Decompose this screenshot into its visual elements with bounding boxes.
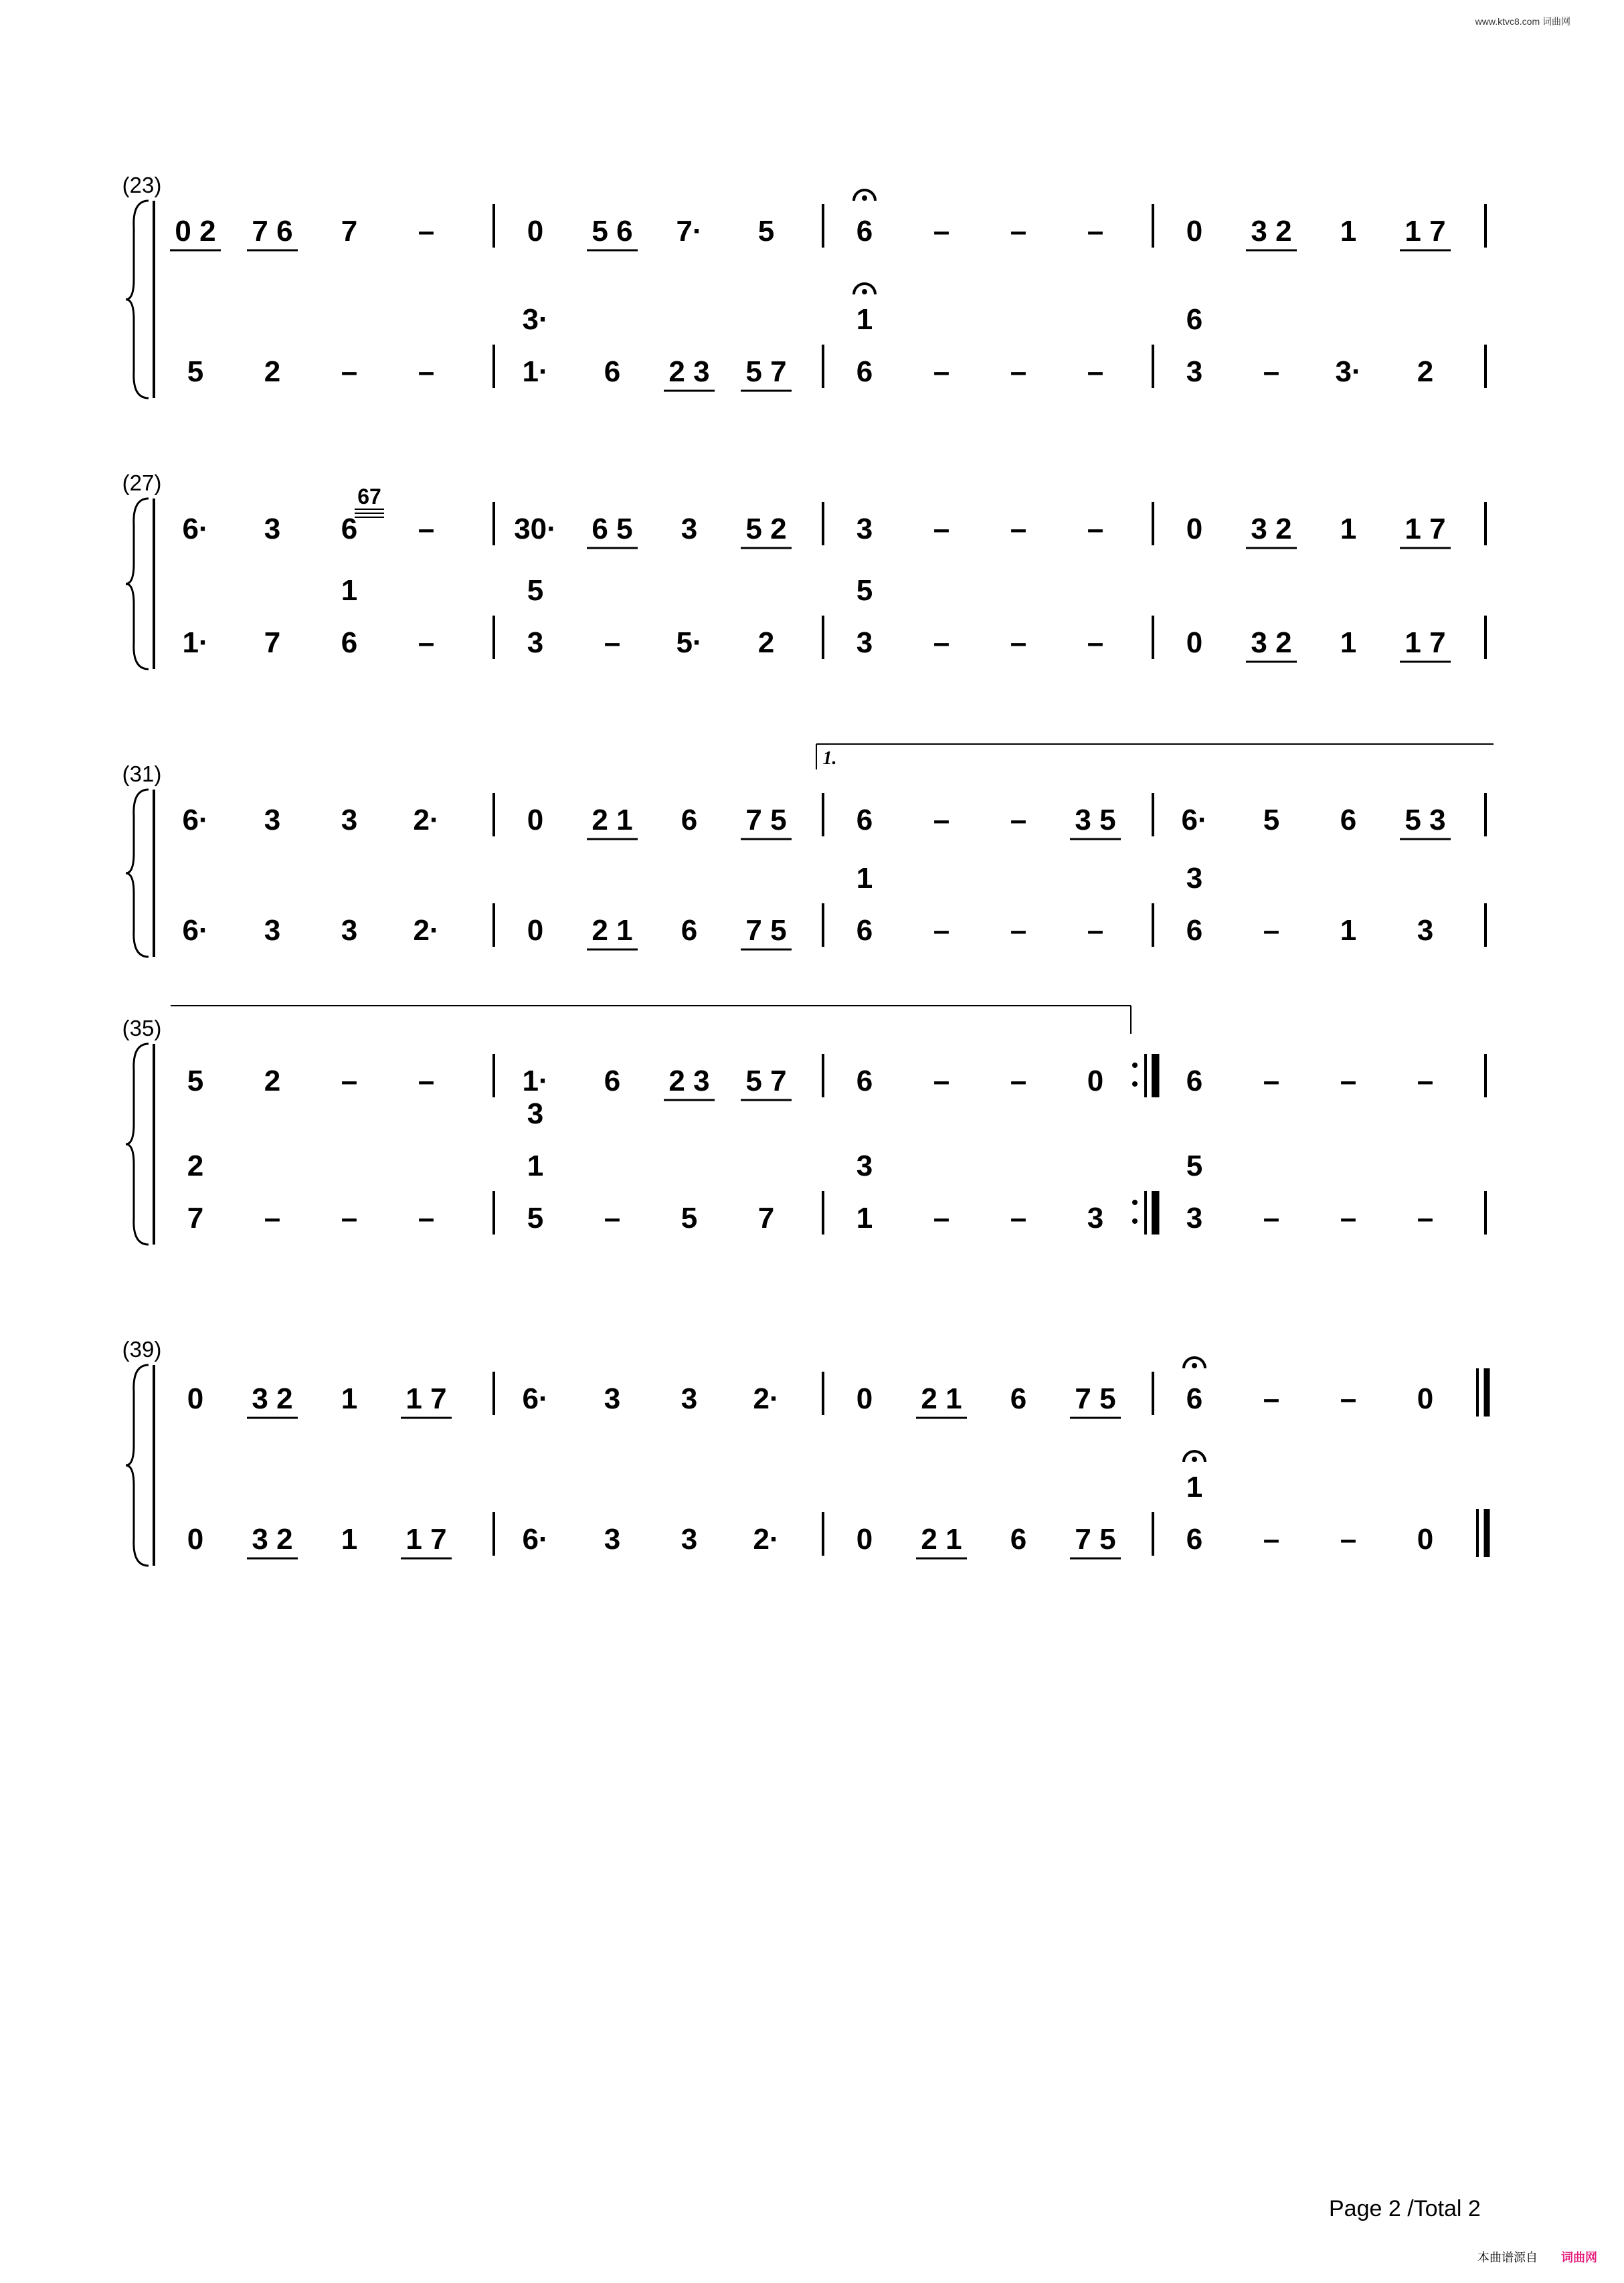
upper-note: 2 1	[592, 804, 633, 836]
lower-note: 0	[856, 1523, 873, 1556]
lower-note: 7	[264, 626, 281, 659]
upper-note: 5 2	[745, 513, 787, 545]
upper-note: 6·	[522, 1382, 549, 1415]
upper-note: –	[1263, 1065, 1280, 1097]
upper-note: 7	[341, 215, 358, 248]
lower-note: 1	[341, 574, 358, 607]
upper-note: –	[933, 215, 950, 248]
upper-note: –	[1087, 215, 1104, 248]
lower-note: 0	[1417, 1523, 1434, 1556]
upper-note: 3	[681, 513, 698, 545]
upper-note: 6	[856, 1065, 873, 1097]
source-brand	[1477, 2248, 1597, 2266]
lower-note: 1	[856, 862, 873, 895]
upper-note: –	[341, 1065, 358, 1097]
upper-note: –	[1417, 1065, 1434, 1097]
lower-note: 3	[264, 914, 281, 947]
upper-note: –	[1340, 1382, 1357, 1415]
upper-note: 5	[187, 1065, 204, 1097]
measure-number: (23)	[122, 173, 162, 197]
upper-note: 3	[264, 804, 281, 836]
upper-note: 5	[1263, 804, 1280, 836]
brace	[126, 790, 149, 957]
upper-note: –	[1010, 804, 1027, 836]
upper-note: 0	[856, 1382, 873, 1415]
upper-note: –	[1087, 513, 1104, 545]
lower-note: 1	[1340, 626, 1357, 659]
lower-note: 3 2	[252, 1523, 293, 1556]
upper-note: 1	[1340, 513, 1357, 545]
lower-note: 3	[856, 1150, 873, 1182]
upper-note: 6	[1186, 1382, 1203, 1415]
upper-note: 5 6	[592, 215, 633, 248]
repeat-dot	[1132, 1081, 1138, 1087]
lower-note: 2	[264, 355, 281, 388]
upper-note: 6 5	[592, 513, 633, 545]
repeat-dot	[1132, 1218, 1138, 1224]
lower-note: –	[1263, 1202, 1280, 1235]
upper-note: 5 7	[745, 1065, 787, 1097]
lower-note: 1	[856, 303, 873, 336]
lower-note: –	[341, 355, 358, 388]
upper-note: 3 2	[252, 1382, 293, 1415]
lower-note: 3	[527, 626, 544, 659]
lower-note: –	[1010, 355, 1027, 388]
repeat-dot	[1132, 1200, 1138, 1205]
lower-note: 3	[527, 1097, 544, 1130]
lower-note: –	[933, 914, 950, 947]
upper-note: –	[1263, 1382, 1280, 1415]
upper-note: 0	[187, 1382, 204, 1415]
lower-note: 3	[1087, 1202, 1104, 1235]
measure-number: (31)	[122, 761, 162, 786]
repeat-dot	[1132, 1063, 1138, 1068]
lower-note: 1 7	[1405, 626, 1446, 659]
lower-note: –	[933, 1202, 950, 1235]
lower-note: 3·	[522, 303, 549, 336]
lower-note: –	[1263, 1523, 1280, 1556]
upper-note: 7 5	[1075, 1382, 1116, 1415]
lower-note: 7	[757, 1202, 775, 1235]
upper-note: 1	[1340, 215, 1357, 248]
lower-note: 3	[1186, 355, 1203, 388]
upper-note: 3 2	[1251, 215, 1292, 248]
lower-note: 5	[1186, 1150, 1203, 1182]
brace	[126, 1044, 149, 1245]
lower-note: –	[604, 1202, 621, 1235]
fermata-dot	[1192, 1457, 1197, 1462]
lower-note: –	[933, 355, 950, 388]
lower-note: 2	[1417, 355, 1434, 388]
lower-note: 2 1	[921, 1523, 962, 1556]
lower-note: 7 5	[745, 914, 787, 947]
lower-note: –	[604, 626, 621, 659]
fermata-dot	[862, 289, 867, 294]
brand-logo: 词曲网	[1561, 2251, 1597, 2264]
lower-note: –	[1263, 914, 1280, 947]
upper-note: 6	[1010, 1382, 1027, 1415]
lower-note: 5·	[676, 626, 703, 659]
lower-note: 3	[1186, 862, 1203, 895]
grace-notes: 67	[357, 484, 381, 509]
lower-note: 3 2	[1251, 626, 1292, 659]
lower-note: 6	[1010, 1523, 1027, 1556]
lower-note: 5	[856, 574, 873, 607]
page-number: Page 2 /Total 2	[1329, 2196, 1481, 2221]
lower-note: 5 7	[745, 355, 787, 388]
upper-note: 1·	[522, 1065, 549, 1097]
lower-note: 2 1	[592, 914, 633, 947]
lower-note: 5	[187, 355, 204, 388]
lower-note: 6·	[522, 1523, 549, 1556]
volta-label: 1.	[822, 748, 837, 769]
lower-note: 1·	[522, 355, 549, 388]
lower-note: 3	[1417, 914, 1434, 947]
upper-note: 2	[264, 1065, 281, 1097]
lower-note: 5	[527, 574, 544, 607]
upper-note: 3	[341, 804, 358, 836]
lower-note: 6	[681, 914, 698, 947]
lower-note: –	[1087, 355, 1104, 388]
upper-note: 3	[856, 513, 873, 545]
upper-note: 3 5	[1075, 804, 1116, 836]
lower-note: 3	[856, 626, 873, 659]
lower-note: 6	[604, 355, 621, 388]
lower-note: –	[1340, 1202, 1357, 1235]
upper-note: 6	[856, 215, 873, 248]
upper-note: 6·	[1181, 804, 1208, 836]
lower-note: –	[1010, 1202, 1027, 1235]
lower-note: 6	[341, 626, 358, 659]
upper-note: 7 6	[252, 215, 293, 248]
measure-number: (39)	[122, 1337, 162, 1362]
upper-note: 0	[1087, 1065, 1104, 1097]
lower-note: 3	[681, 1523, 698, 1556]
upper-note: 3 2	[1251, 513, 1292, 545]
lower-note: –	[1087, 626, 1104, 659]
upper-note: 1 7	[1405, 513, 1446, 545]
upper-note: –	[1010, 1065, 1027, 1097]
lower-note: 1·	[182, 626, 209, 659]
upper-note: 6	[1186, 1065, 1203, 1097]
lower-note: 2·	[753, 1523, 780, 1556]
upper-note: 2 3	[668, 1065, 710, 1097]
lower-note: –	[933, 626, 950, 659]
upper-note: 1 7	[405, 1382, 447, 1415]
upper-note: 0	[1186, 215, 1203, 248]
brace	[126, 1365, 149, 1566]
upper-note: 7 5	[745, 804, 787, 836]
lower-note: 3	[1186, 1202, 1203, 1235]
brace	[126, 498, 149, 669]
upper-note: 2 1	[921, 1382, 962, 1415]
upper-note: 3	[604, 1382, 621, 1415]
upper-note: 0	[527, 804, 544, 836]
lower-note: 2	[187, 1150, 204, 1182]
upper-note: –	[1340, 1065, 1357, 1097]
upper-note: 6	[1340, 804, 1357, 836]
upper-note: 2·	[753, 1382, 780, 1415]
lower-note: –	[1417, 1202, 1434, 1235]
lower-note: 0	[1186, 626, 1203, 659]
lower-note: –	[341, 1202, 358, 1235]
lower-note: –	[1087, 914, 1104, 947]
upper-note: –	[418, 513, 435, 545]
upper-note: 6·	[182, 513, 209, 545]
upper-note: 6	[681, 804, 698, 836]
lower-note: –	[264, 1202, 281, 1235]
lower-note: 2	[757, 626, 775, 659]
lower-note: 6	[856, 914, 873, 947]
upper-note: –	[933, 804, 950, 836]
upper-note: 0	[1186, 513, 1203, 545]
brace	[126, 201, 149, 398]
upper-note: –	[418, 215, 435, 248]
lower-note: 1	[1340, 914, 1357, 947]
upper-note: 1	[341, 1382, 358, 1415]
upper-note: 7·	[676, 215, 703, 248]
fermata-dot	[862, 195, 867, 201]
lower-note: 1	[341, 1523, 358, 1556]
lower-note: 6·	[182, 914, 209, 947]
upper-note: 2·	[413, 804, 440, 836]
upper-note: 5 3	[1405, 804, 1446, 836]
upper-note: 1 7	[1405, 215, 1446, 248]
lower-note: 7 5	[1075, 1523, 1116, 1556]
lower-note: –	[418, 355, 435, 388]
lower-note: 1	[856, 1202, 873, 1235]
lower-note: 1	[527, 1150, 544, 1182]
upper-note: 0	[527, 215, 544, 248]
lower-note: 2·	[413, 914, 440, 947]
upper-note: –	[418, 1065, 435, 1097]
upper-note: 3	[264, 513, 281, 545]
lower-note: –	[1263, 355, 1280, 388]
upper-note: –	[933, 1065, 950, 1097]
lower-note: 1	[1186, 1471, 1203, 1503]
lower-note: 5	[527, 1202, 544, 1235]
lower-note: –	[1010, 914, 1027, 947]
lower-note: 6	[1186, 1523, 1203, 1556]
site-header: www.ktvc8.com 词曲网	[1475, 16, 1570, 27]
upper-note: 30·	[514, 513, 557, 545]
upper-note: 3	[681, 1382, 698, 1415]
upper-note: 5	[757, 215, 775, 248]
upper-note: 0 2	[175, 215, 216, 248]
lower-note: 1 7	[405, 1523, 447, 1556]
lower-note: 3·	[1335, 355, 1362, 388]
lower-note: 0	[527, 914, 544, 947]
upper-note: 0	[1417, 1382, 1434, 1415]
lower-note: –	[1010, 626, 1027, 659]
lower-note: 6	[1186, 914, 1203, 947]
upper-note: –	[933, 513, 950, 545]
lower-note: 7	[187, 1202, 204, 1235]
source-label: 本曲谱源自	[1477, 2251, 1538, 2264]
lower-note: 6	[856, 355, 873, 388]
upper-note: 6	[604, 1065, 621, 1097]
upper-note: –	[1010, 513, 1027, 545]
upper-note: 6	[341, 513, 358, 545]
lower-note: –	[418, 1202, 435, 1235]
lower-note: 0	[187, 1523, 204, 1556]
measure-number: (35)	[122, 1016, 162, 1040]
upper-note: 6	[856, 804, 873, 836]
lower-note: 3	[341, 914, 358, 947]
lower-note: –	[1340, 1523, 1357, 1556]
upper-note: –	[1010, 215, 1027, 248]
lower-note: 2 3	[668, 355, 710, 388]
lower-note: 6	[1186, 303, 1203, 336]
measure-number: (27)	[122, 470, 162, 495]
upper-note: 6·	[182, 804, 209, 836]
lower-note: 5	[681, 1202, 698, 1235]
lower-note: 3	[604, 1523, 621, 1556]
lower-note: –	[418, 626, 435, 659]
fermata-dot	[1192, 1363, 1197, 1368]
